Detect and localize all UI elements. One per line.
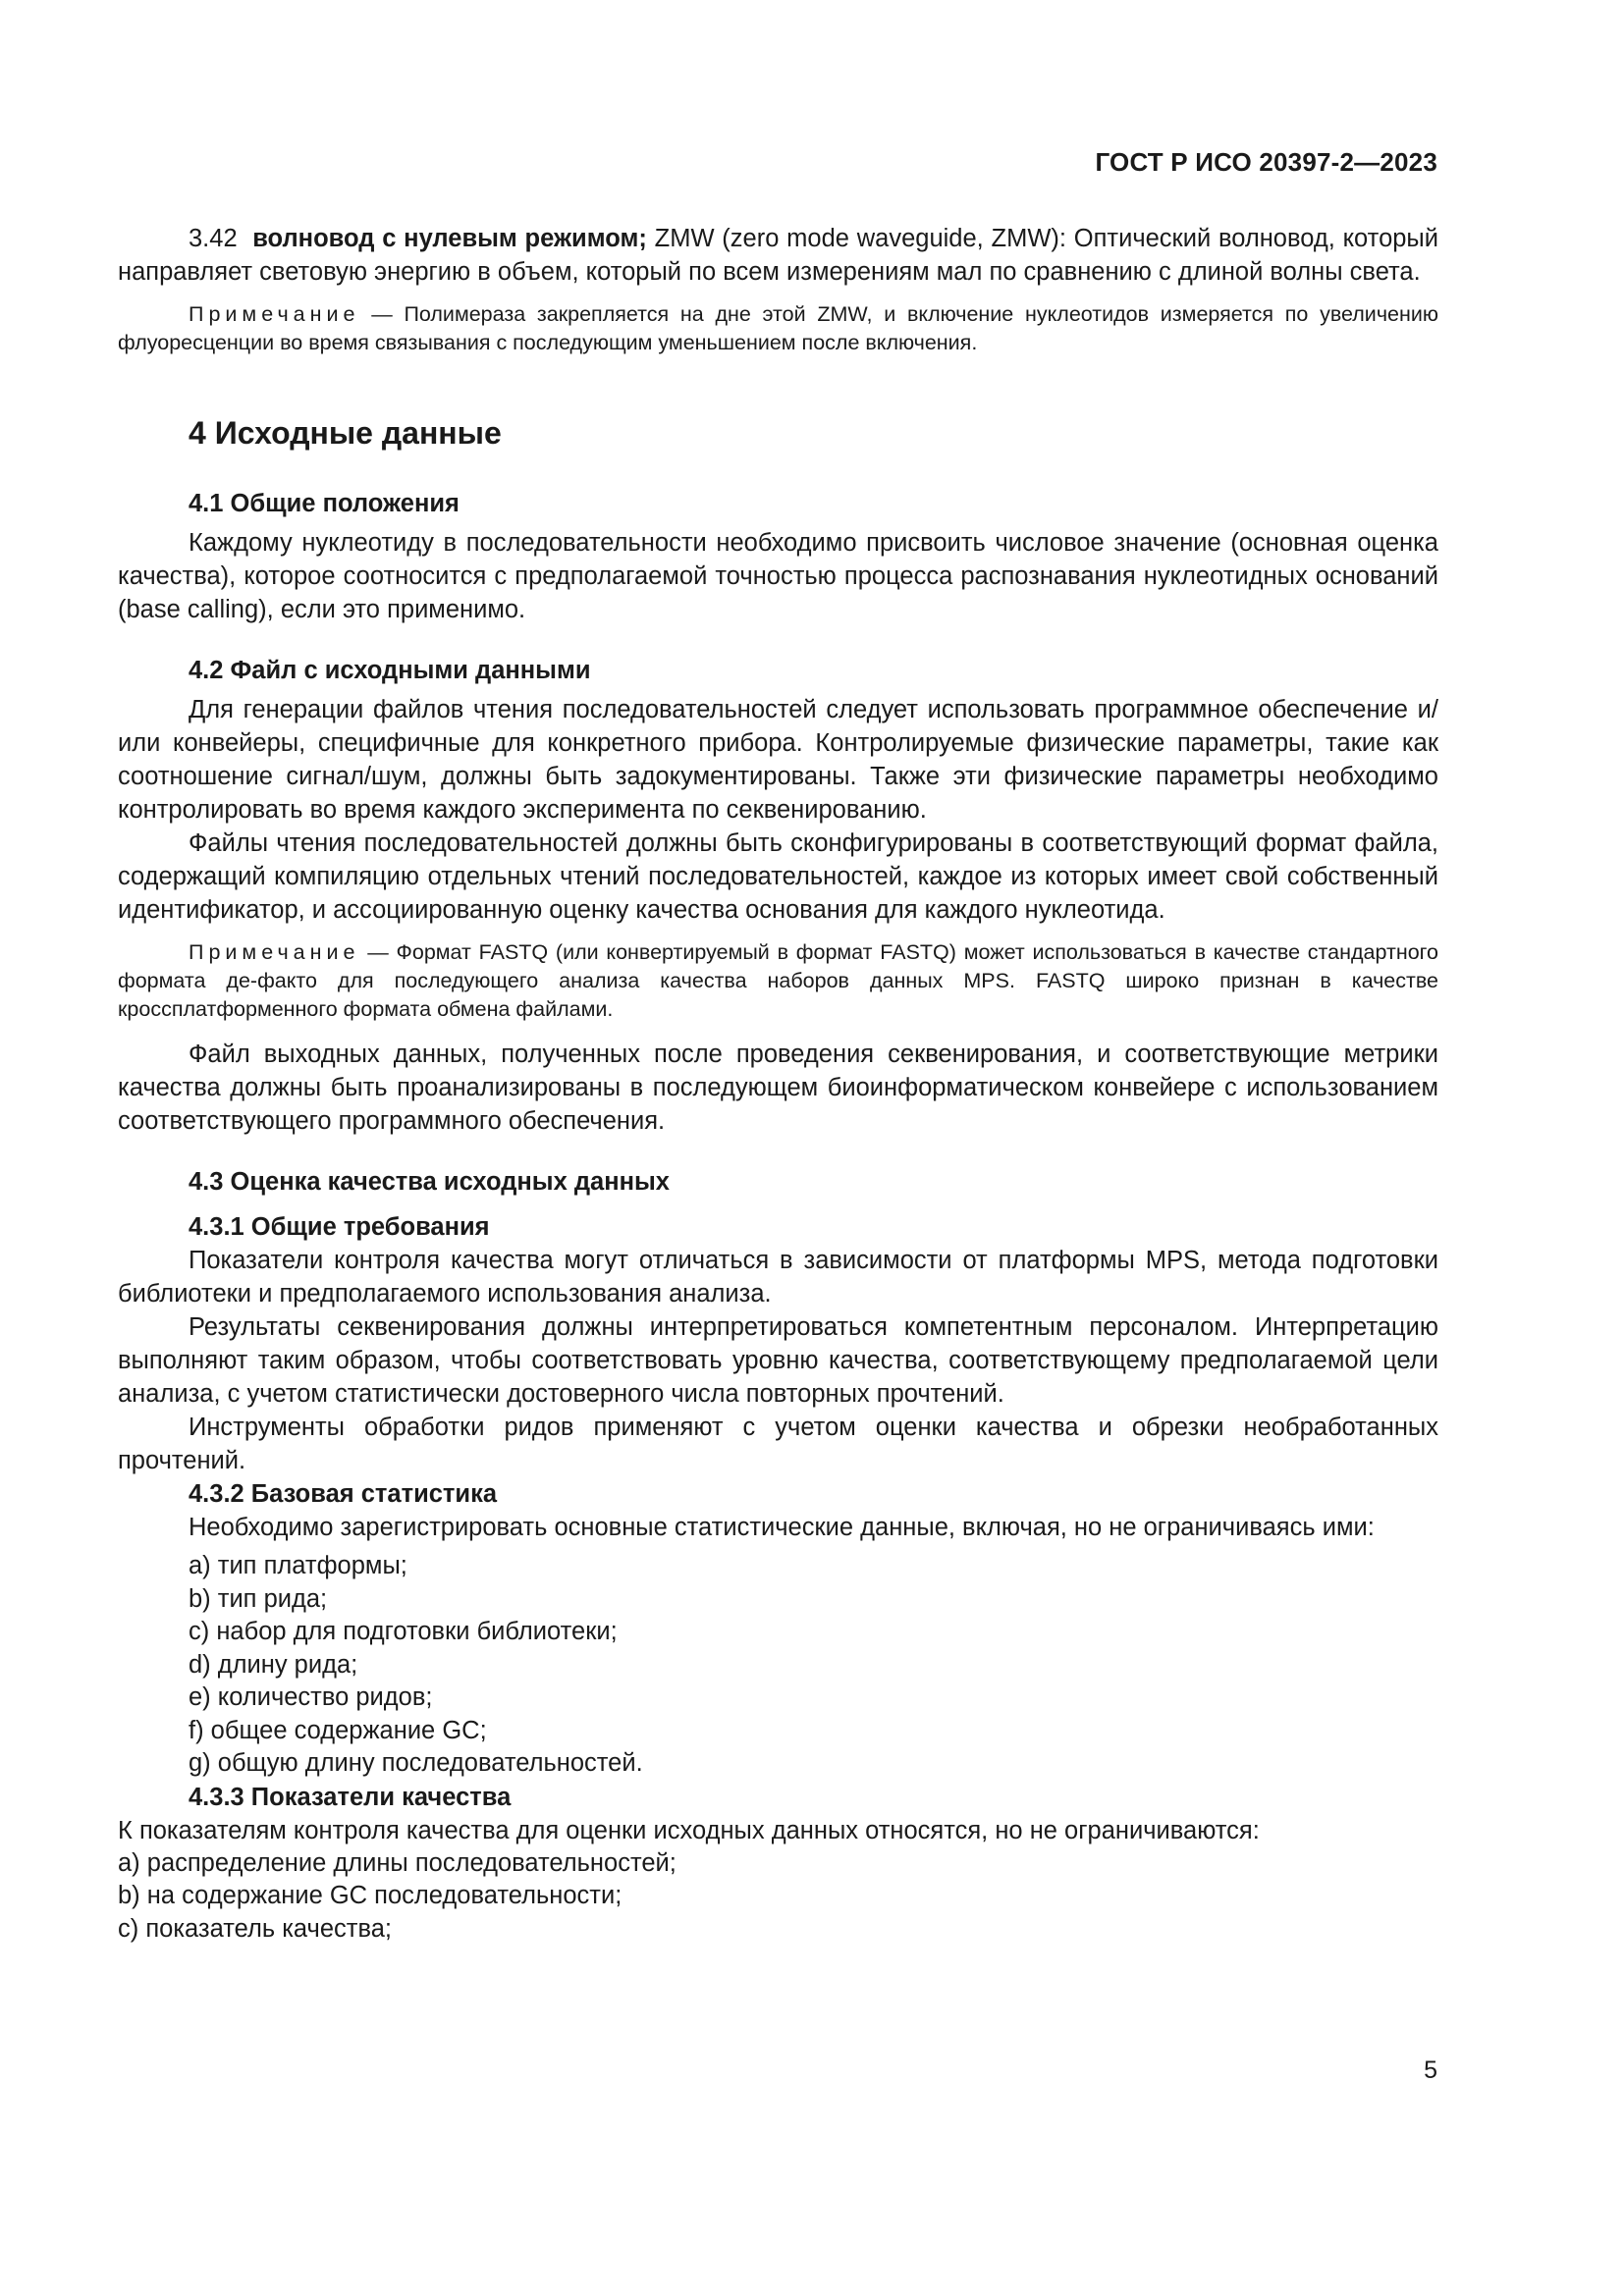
section-4-3-1-paragraph-1: Показатели контроля качества могут отличаться в зависимости от платформы MPS, метода подготовки библиотеки и предполагаемого использования анализа. (118, 1247, 1438, 1308)
definition-3-42 (118, 222, 1438, 289)
section-4-2-paragraph-3: Файл выходных данных, полученных после проведения секвенирования, и соответствующие метрики качества должны быть проанализированы в последующем биоинформатическом конвейере с использованием соответствующего программного обеспечения. (118, 1041, 1438, 1135)
list-item: d) длину рида; (189, 1650, 358, 1679)
section-4-3-1-paragraph-2: Результаты секвенирования должны интерпретироваться компетентным персоналом. Интерпретацию выполняют таким образом, чтобы соответствовать уровню качества, соответствующему предполагаемой цели анализа, с учетом статистически достоверного числа повторных прочтений. (118, 1313, 1438, 1408)
section-4-3-2-intro: Необходимо зарегистрировать основные статистические данные, включая, но не ограничиваясь ими: (189, 1514, 1375, 1541)
section-4-title: 4 Исходные данные (189, 415, 502, 451)
page-content (118, 222, 1438, 1946)
list-item: b) тип рида; (189, 1584, 328, 1613)
standard-header: ГОСТ Р ИСО 20397-2—2023 (1095, 147, 1437, 177)
note-label: Примечание (189, 302, 360, 326)
note-text: — Формат FASTQ (или конвертируемый в формат FASTQ) может использоваться в качестве стандартного формата де-факто для последующего анализа качества наборов данных MPS. FASTQ широко признан в качестве кроссплатформенного формата обмена файлами. (118, 940, 1438, 1021)
section-4-3-3-title: 4.3.3 Показатели качества (189, 1783, 512, 1811)
section-4-3-2-title: 4.3.2 Базовая статистика (189, 1480, 498, 1508)
section-4-2-title: 4.2 Файл с исходными данными (189, 657, 591, 684)
section-4-1-title: 4.1 Общие положения (189, 490, 460, 517)
section-4-3-1-title: 4.3.1 Общие требования (189, 1213, 490, 1241)
list-item: a) распределение длины последовательностей; (118, 1848, 677, 1877)
section-4-2-note (118, 938, 1438, 1024)
note-text: — Полимераза закрепляется на дне этой ZMW, и включение нуклеотидов измеряется по увеличению флуоресценции во время связывания с последующим уменьшением после включения. (118, 302, 1438, 354)
section-4-3-3-intro: К показателям контроля качества для оценки исходных данных относятся, но не ограничиваются: (118, 1816, 1260, 1844)
list-item: g) общую длину последовательностей. (189, 1749, 643, 1777)
section-4-1-paragraph: Каждому нуклеотиду в последовательности необходимо присвоить числовое значение (основная оценка качества), которое соотносится с предполагаемой точностью процесса распознавания нуклеотидных оснований (base calling), если это применимо. (118, 529, 1438, 623)
quality-metrics-list (118, 1847, 1438, 1947)
list-item: c) показатель качества; (118, 1914, 392, 1943)
definition-text: ZMW (zero mode waveguide, ZMW): Оптический волновод, который направляет световую энергию в объем, который по всем измерениям мал по сравнению с длиной волны света. (118, 225, 1439, 286)
definition-term: волновод с нулевым режимом; (252, 225, 647, 252)
section-4-2-paragraph-2: Файлы чтения последовательностей должны быть сконфигурированы в соответствующий формат файла, содержащий компиляцию отдельных чтений последовательностей, каждое из которых имеет свой собственный идентификатор, и ассоциированную оценку качества основания для каждого нуклеотида. (118, 829, 1438, 924)
list-item: c) набор для подготовки библиотеки; (189, 1618, 618, 1645)
definition-3-42-note (118, 300, 1438, 357)
definition-number: 3.42 (189, 225, 238, 252)
list-item: a) тип платформы; (189, 1552, 407, 1579)
note-label: Примечание (189, 940, 360, 964)
section-4-2-paragraph-1: Для генерации файлов чтения последовательностей следует использовать программное обеспечение и/или конвейеры, специфичные для конкретного прибора. Контролируемые физические параметры, такие как соотношение сигнал/шум, должны быть задокументированы. Также эти физические параметры необходимо контролировать во время каждого эксперимента по секвенированию. (118, 696, 1438, 824)
list-item: b) на содержание GC последовательности; (118, 1882, 623, 1909)
section-4-3-1-paragraph-3: Инструменты обработки ридов применяют с учетом оценки качества и обрезки необработанных прочтений. (118, 1414, 1438, 1474)
section-4-3-title: 4.3 Оценка качества исходных данных (189, 1168, 670, 1196)
page-number: 5 (1424, 2056, 1437, 2084)
list-item: f) общее содержание GC; (189, 1716, 487, 1744)
list-item: e) количество ридов; (189, 1683, 433, 1711)
basic-statistics-list (118, 1550, 1438, 1781)
